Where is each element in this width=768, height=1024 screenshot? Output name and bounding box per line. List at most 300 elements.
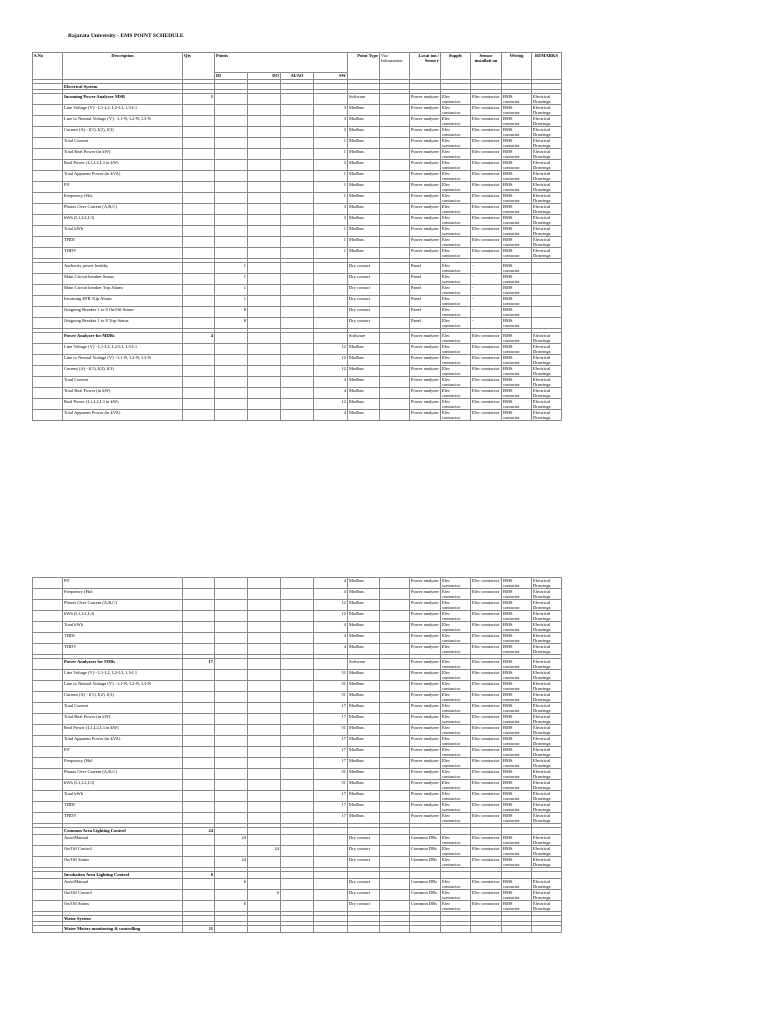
cell-di [215,410,248,421]
cell-supply: Elec contractor [441,94,471,105]
cell-wiring: BMS contactor [502,138,532,149]
cell-sensor-installation: - [471,296,502,307]
cell-remarks: Electrical Drawings [532,758,562,769]
cell-location: Power analyzer [410,791,441,802]
cell-point-type: Modbus [348,105,380,116]
cell-remarks: Electrical Drawings [532,204,562,215]
cell-sno [33,901,63,912]
cell-wiring [502,926,532,933]
cell-supply [441,926,471,933]
cell-supply [441,828,471,835]
cell-via [380,285,410,296]
cell-wiring: BMS contactor [502,835,532,846]
cell-sno [33,388,63,399]
cell-description: Line Voltage (V) - L1-L2, L2-L3, L3-L1 [63,105,183,116]
cell-aiao [281,872,314,879]
cell-wiring: BMS contactor [502,333,532,344]
cell-point-type: Modbus [348,149,380,160]
cell-do [248,802,281,813]
cell-description: THDI [63,802,183,813]
cell-point-type: Modbus [348,736,380,747]
cell-di [215,926,248,933]
cell-remarks: Electrical Drawings [532,116,562,127]
cell-sensor-installation: Elec contractor [471,226,502,237]
cell-wiring: BMS contactor [502,116,532,127]
cell-sw: 4 [314,622,348,633]
group-row [33,94,562,105]
cell-point-type: Modbus [348,578,380,589]
cell-description: THDV [63,644,183,655]
cell-do [248,622,281,633]
table-row [33,388,562,399]
cell-location: Power analyzer [410,94,441,105]
cell-sno [33,769,63,780]
cell-supply: Elec contractor [441,263,471,274]
cell-sno [33,263,63,274]
cell-location [410,872,441,879]
cell-supply: Elec contractor [441,633,471,644]
cell-di [215,204,248,215]
cell-location: Power analyzer [410,366,441,377]
cell-supply: Elec contractor [441,780,471,791]
cell-location: Power analyzer [410,160,441,171]
cell-di [215,813,248,824]
cell-remarks [532,872,562,879]
cell-sensor-installation: Elec contractor [471,204,502,215]
cell-qty [183,248,215,259]
cell-qty [183,879,215,890]
cell-sno [33,182,63,193]
cell-sw: 4 [314,633,348,644]
cell-sensor-installation: Elec contractor [471,758,502,769]
cell-sno [33,736,63,747]
cell-qty [183,780,215,791]
cell-remarks: Electrical Drawings [532,890,562,901]
cell-do [248,714,281,725]
table-row [33,355,562,366]
cell-di [215,692,248,703]
cell-via [380,670,410,681]
cell-description: kWh (L1,L2,L3) [63,215,183,226]
cell-via [380,600,410,611]
cell-wiring: BMS contactor [502,780,532,791]
cell-do [248,879,281,890]
cell-aiao [281,248,314,259]
cell-supply: Elec contractor [441,138,471,149]
cell-sw: 3 [314,105,348,116]
cell-do [248,333,281,344]
cell-sw: 3 [314,204,348,215]
cell-location: Power analyzer [410,714,441,725]
cell-sno [33,149,63,160]
cell-di [215,725,248,736]
cell-sw [314,263,348,274]
cell-qty [183,857,215,868]
cell-sno [33,703,63,714]
cell-description: Phases Over Current (A,B,C) [63,769,183,780]
cell-sensor-installation: Elec contractor [471,399,502,410]
cell-wiring: BMS contactor [502,204,532,215]
cell-supply: Elec contractor [441,160,471,171]
cell-location: Power analyzer [410,725,441,736]
cell-aiao [281,611,314,622]
cell-location: Power analyzer [410,802,441,813]
cell-di [215,780,248,791]
table-row [33,644,562,655]
table-row [33,758,562,769]
cell-remarks [532,828,562,835]
cell-wiring: BMS contactor [502,901,532,912]
cell-do [248,857,281,868]
cell-aiao [281,171,314,182]
table-row [33,780,562,791]
cell-do [248,226,281,237]
cell-description: Water System [63,916,183,922]
cell-sensor-installation [471,828,502,835]
cell-do [248,758,281,769]
cell-sno [33,215,63,226]
cell-description: Outgoing Breaker 1 to 8 Trip Status [63,318,183,329]
cell-di [215,681,248,692]
cell-via [380,846,410,857]
cell-aiao [281,857,314,868]
cell-do [248,659,281,670]
cell-description: Common Area Lighting Control [63,828,183,835]
cell-qty [183,105,215,116]
cell-sno [33,226,63,237]
group-row [33,872,562,879]
table-row [33,377,562,388]
cell-remarks: Electrical Drawings [532,589,562,600]
cell-aiao [281,736,314,747]
cell-supply: Elec contractor [441,388,471,399]
cell-wiring: BMS contactor [502,644,532,655]
cell-sno [33,204,63,215]
group-row [33,659,562,670]
cell-aiao [281,747,314,758]
cell-sensor-installation [471,872,502,879]
cell-via [380,355,410,366]
cell-qty [183,226,215,237]
cell-point-type: Modbus [348,791,380,802]
table-row [33,263,562,274]
cell-sno [33,611,63,622]
cell-sensor-installation: - [471,274,502,285]
table-row [33,681,562,692]
cell-location: Power analyzer [410,769,441,780]
table-row [33,399,562,410]
cell-sno [33,633,63,644]
cell-sw [314,274,348,285]
cell-wiring: BMS contactor [502,879,532,890]
cell-via [380,366,410,377]
cell-do [248,633,281,644]
cell-location: Power analyzer [410,226,441,237]
cell-aiao [281,215,314,226]
cell-supply: Elec contractor [441,879,471,890]
cell-aiao [281,105,314,116]
cell-via [380,725,410,736]
cell-via [380,879,410,890]
cell-remarks [532,263,562,274]
cell-qty [183,127,215,138]
cell-qty [183,237,215,248]
cell-do [248,600,281,611]
cell-do [248,813,281,824]
cell-supply: Elec contractor [441,736,471,747]
cell-aiao [281,160,314,171]
cell-description: Incoming EFR Trip Alarm [63,296,183,307]
cell-location: Power analyzer [410,600,441,611]
cell-sensor-installation: Elec contractor [471,578,502,589]
cell-aiao [281,94,314,105]
cell-via [380,622,410,633]
cell-sno [33,589,63,600]
cell-remarks: Electrical Drawings [532,600,562,611]
cell-sensor-installation: Elec contractor [471,366,502,377]
cell-remarks [532,318,562,329]
cell-di [215,600,248,611]
cell-remarks: Electrical Drawings [532,835,562,846]
cell-point-type: Modbus [348,802,380,813]
cell-wiring: BMS contactor [502,611,532,622]
cell-aiao [281,274,314,285]
cell-location: Common DBs [410,857,441,868]
cell-di [215,149,248,160]
cell-sno [33,600,63,611]
cell-sensor-installation: Elec contractor [471,171,502,182]
cell-sw: 1 [314,182,348,193]
cell-supply: Elec contractor [441,318,471,329]
cell-point-type: Dry contact [348,307,380,318]
cell-wiring: BMS contactor [502,366,532,377]
cell-point-type: Modbus [348,399,380,410]
cell-do [248,828,281,835]
cell-sno [33,410,63,421]
cell-via [380,872,410,879]
cell-qty [183,307,215,318]
cell-wiring: BMS contactor [502,410,532,421]
cell-location: Power analyzer [410,182,441,193]
table-row [33,366,562,377]
cell-point-type: Dry contact [348,274,380,285]
cell-di: 1 [215,274,248,285]
cell-point-type: Modbus [348,344,380,355]
cell-qty [183,578,215,589]
cell-wiring: BMS contactor [502,263,532,274]
cell-via [380,589,410,600]
cell-di [215,872,248,879]
cell-di: 24 [215,835,248,846]
cell-description: THDV [63,248,183,259]
cell-supply: Elec contractor [441,578,471,589]
cell-remarks: Electrical Drawings [532,160,562,171]
table-row [33,344,562,355]
cell-via [380,344,410,355]
cell-description: Total Apparent Power (in kVA) [63,171,183,182]
cell-wiring: BMS contactor [502,846,532,857]
group-row [33,828,562,835]
cell-supply: Elec contractor [441,296,471,307]
cell-supply: Elec contractor [441,813,471,824]
cell-location: Power analyzer [410,215,441,226]
cell-aiao [281,622,314,633]
cell-location: Power analyzer [410,355,441,366]
cell-aiao [281,769,314,780]
cell-location: Common DBs [410,835,441,846]
cell-sw: 51 [314,692,348,703]
cell-sno [33,399,63,410]
cell-do [248,307,281,318]
col-header-do: DO [248,73,281,80]
cell-qty [183,171,215,182]
cell-di [215,670,248,681]
cell-sw: 4 [314,388,348,399]
cell-sensor-installation: Elec contractor [471,149,502,160]
table-row [33,901,562,912]
cell-di [215,388,248,399]
cell-point-type: Modbus [348,138,380,149]
cell-sw: 17 [314,703,348,714]
col-header-wiring: Wiring [502,53,532,80]
cell-supply: Elec contractor [441,835,471,846]
cell-sno [33,681,63,692]
cell-do [248,399,281,410]
table-row [33,296,562,307]
cell-do [248,248,281,259]
cell-wiring: BMS contactor [502,622,532,633]
cell-qty [183,296,215,307]
cell-sno [33,127,63,138]
cell-di: 1 [215,263,248,274]
cell-do [248,105,281,116]
cell-remarks: Electrical Drawings [532,399,562,410]
cell-qty: 24 [183,828,215,835]
cell-aiao [281,659,314,670]
cell-sno [33,890,63,901]
table-row [33,204,562,215]
cell-point-type: Dry contact [348,857,380,868]
cell-description: Phases Over Current (A,B,C) [63,204,183,215]
table-row [33,127,562,138]
cell-aiao [281,182,314,193]
cell-description: Line Voltage (V) - L1-L2, L2-L3, L3-L1 [63,344,183,355]
cell-supply: Elec contractor [441,171,471,182]
cell-sno [33,846,63,857]
table-row [33,747,562,758]
cell-qty [183,791,215,802]
cell-aiao [281,237,314,248]
cell-do [248,578,281,589]
cell-via [380,857,410,868]
cell-sno [33,644,63,655]
cell-point-type: Modbus [348,226,380,237]
cell-sno [33,160,63,171]
cell-wiring: BMS contactor [502,127,532,138]
cell-do: 24 [248,846,281,857]
cell-sno [33,802,63,813]
cell-remarks: Electrical Drawings [532,644,562,655]
cell-wiring: BMS contactor [502,578,532,589]
cell-do [248,410,281,421]
cell-sno [33,105,63,116]
cell-do [248,681,281,692]
cell-do [248,182,281,193]
cell-wiring: BMS contactor [502,226,532,237]
cell-description: Outgoing Breaker 1 to 8 On/Off Status [63,307,183,318]
cell-supply: Elec contractor [441,193,471,204]
cell-point-type: Dry contact [348,890,380,901]
cell-description: Frequency (Hz) [63,193,183,204]
cell-supply: Elec contractor [441,285,471,296]
col-header-sensor-installation: Sensor installati on [471,53,502,80]
cell-description: Total kWh [63,791,183,802]
cell-qty [183,149,215,160]
cell-description: Total Apparent Power (in kVA) [63,410,183,421]
cell-point-type: Modbus [348,248,380,259]
cell-sno [33,872,63,879]
cell-wiring: BMS contactor [502,274,532,285]
table-row [33,274,562,285]
cell-via [380,747,410,758]
cell-via [380,791,410,802]
cell-aiao [281,296,314,307]
cell-via [380,171,410,182]
cell-supply: Elec contractor [441,149,471,160]
cell-remarks: Electrical Drawings [532,377,562,388]
cell-sw: 4 [314,644,348,655]
cell-wiring: BMS contactor [502,692,532,703]
cell-di [215,366,248,377]
cell-qty [183,901,215,912]
cell-wiring: BMS contactor [502,160,532,171]
cell-via [380,703,410,714]
cell-aiao [281,703,314,714]
cell-qty: 6 [183,872,215,879]
cell-di [215,94,248,105]
cell-supply: Elec contractor [441,105,471,116]
cell-description: Frequency (Hz) [63,589,183,600]
cell-via [380,828,410,835]
cell-location: Power analyzer [410,333,441,344]
cell-sw: 4 [314,410,348,421]
cell-aiao [281,138,314,149]
cell-wiring: BMS contactor [502,758,532,769]
cell-sw: 51 [314,769,348,780]
table-row [33,890,562,901]
cell-sensor-installation: Elec contractor [471,589,502,600]
cell-point-type: Software [348,659,380,670]
cell-remarks [532,296,562,307]
cell-sw: 1 [314,226,348,237]
cell-qty [183,802,215,813]
cell-sensor-installation: Elec contractor [471,333,502,344]
cell-sw [314,926,348,933]
table-row [33,182,562,193]
cell-sw [314,318,348,329]
cell-sensor-installation: Elec contractor [471,611,502,622]
cell-via [380,410,410,421]
cell-di [215,399,248,410]
cell-sensor-installation: Elec contractor [471,105,502,116]
cell-di: 6 [215,901,248,912]
cell-qty [183,681,215,692]
cell-wiring: BMS contactor [502,890,532,901]
cell-description: Auto/Manual [63,835,183,846]
table-row [33,307,562,318]
cell-sw: 3 [314,116,348,127]
cell-di [215,736,248,747]
